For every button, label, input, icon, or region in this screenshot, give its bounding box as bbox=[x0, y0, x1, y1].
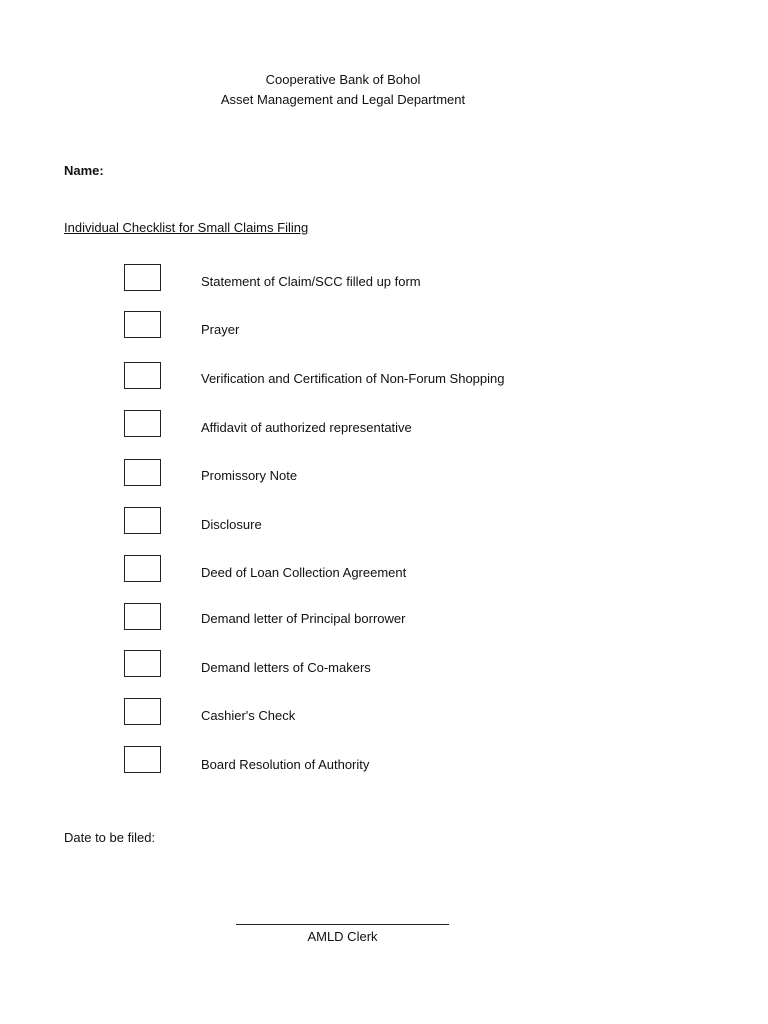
department-name: Asset Management and Legal Department bbox=[220, 92, 466, 107]
checkbox[interactable] bbox=[124, 459, 161, 486]
checkbox[interactable] bbox=[124, 698, 161, 725]
checklist-item-label: Demand letter of Principal borrower bbox=[201, 611, 406, 626]
checkbox[interactable] bbox=[124, 603, 161, 630]
bank-name: Cooperative Bank of Bohol bbox=[265, 72, 421, 87]
checkbox[interactable] bbox=[124, 746, 161, 773]
checklist-item-label: Statement of Claim/SCC filled up form bbox=[201, 274, 421, 289]
checklist-item-label: Verification and Certification of Non-Forum Shopping bbox=[201, 371, 505, 386]
checklist-item-label: Cashier's Check bbox=[201, 708, 296, 723]
date-to-be-filed-label: Date to be filed: bbox=[64, 830, 156, 845]
checklist-item-label: Affidavit of authorized representative bbox=[201, 420, 412, 435]
checklist-item-label: Board Resolution of Authority bbox=[201, 757, 370, 772]
checkbox[interactable] bbox=[124, 555, 161, 582]
checklist-item-label: Deed of Loan Collection Agreement bbox=[201, 565, 407, 580]
signature-line bbox=[236, 924, 449, 925]
checkbox[interactable] bbox=[124, 264, 161, 291]
checklist-item-label: Prayer bbox=[201, 322, 240, 337]
checkbox[interactable] bbox=[124, 362, 161, 389]
name-label: Name: bbox=[64, 163, 104, 178]
checkbox[interactable] bbox=[124, 650, 161, 677]
checklist-item-label: Disclosure bbox=[201, 517, 262, 532]
checkbox[interactable] bbox=[124, 410, 161, 437]
checklist-item-label: Demand letters of Co-makers bbox=[201, 660, 371, 675]
checklist-title: Individual Checklist for Small Claims Filing bbox=[64, 220, 309, 235]
checklist-item-label: Promissory Note bbox=[201, 468, 298, 483]
signature-title: AMLD Clerk bbox=[307, 929, 378, 944]
checkbox[interactable] bbox=[124, 311, 161, 338]
checkbox[interactable] bbox=[124, 507, 161, 534]
